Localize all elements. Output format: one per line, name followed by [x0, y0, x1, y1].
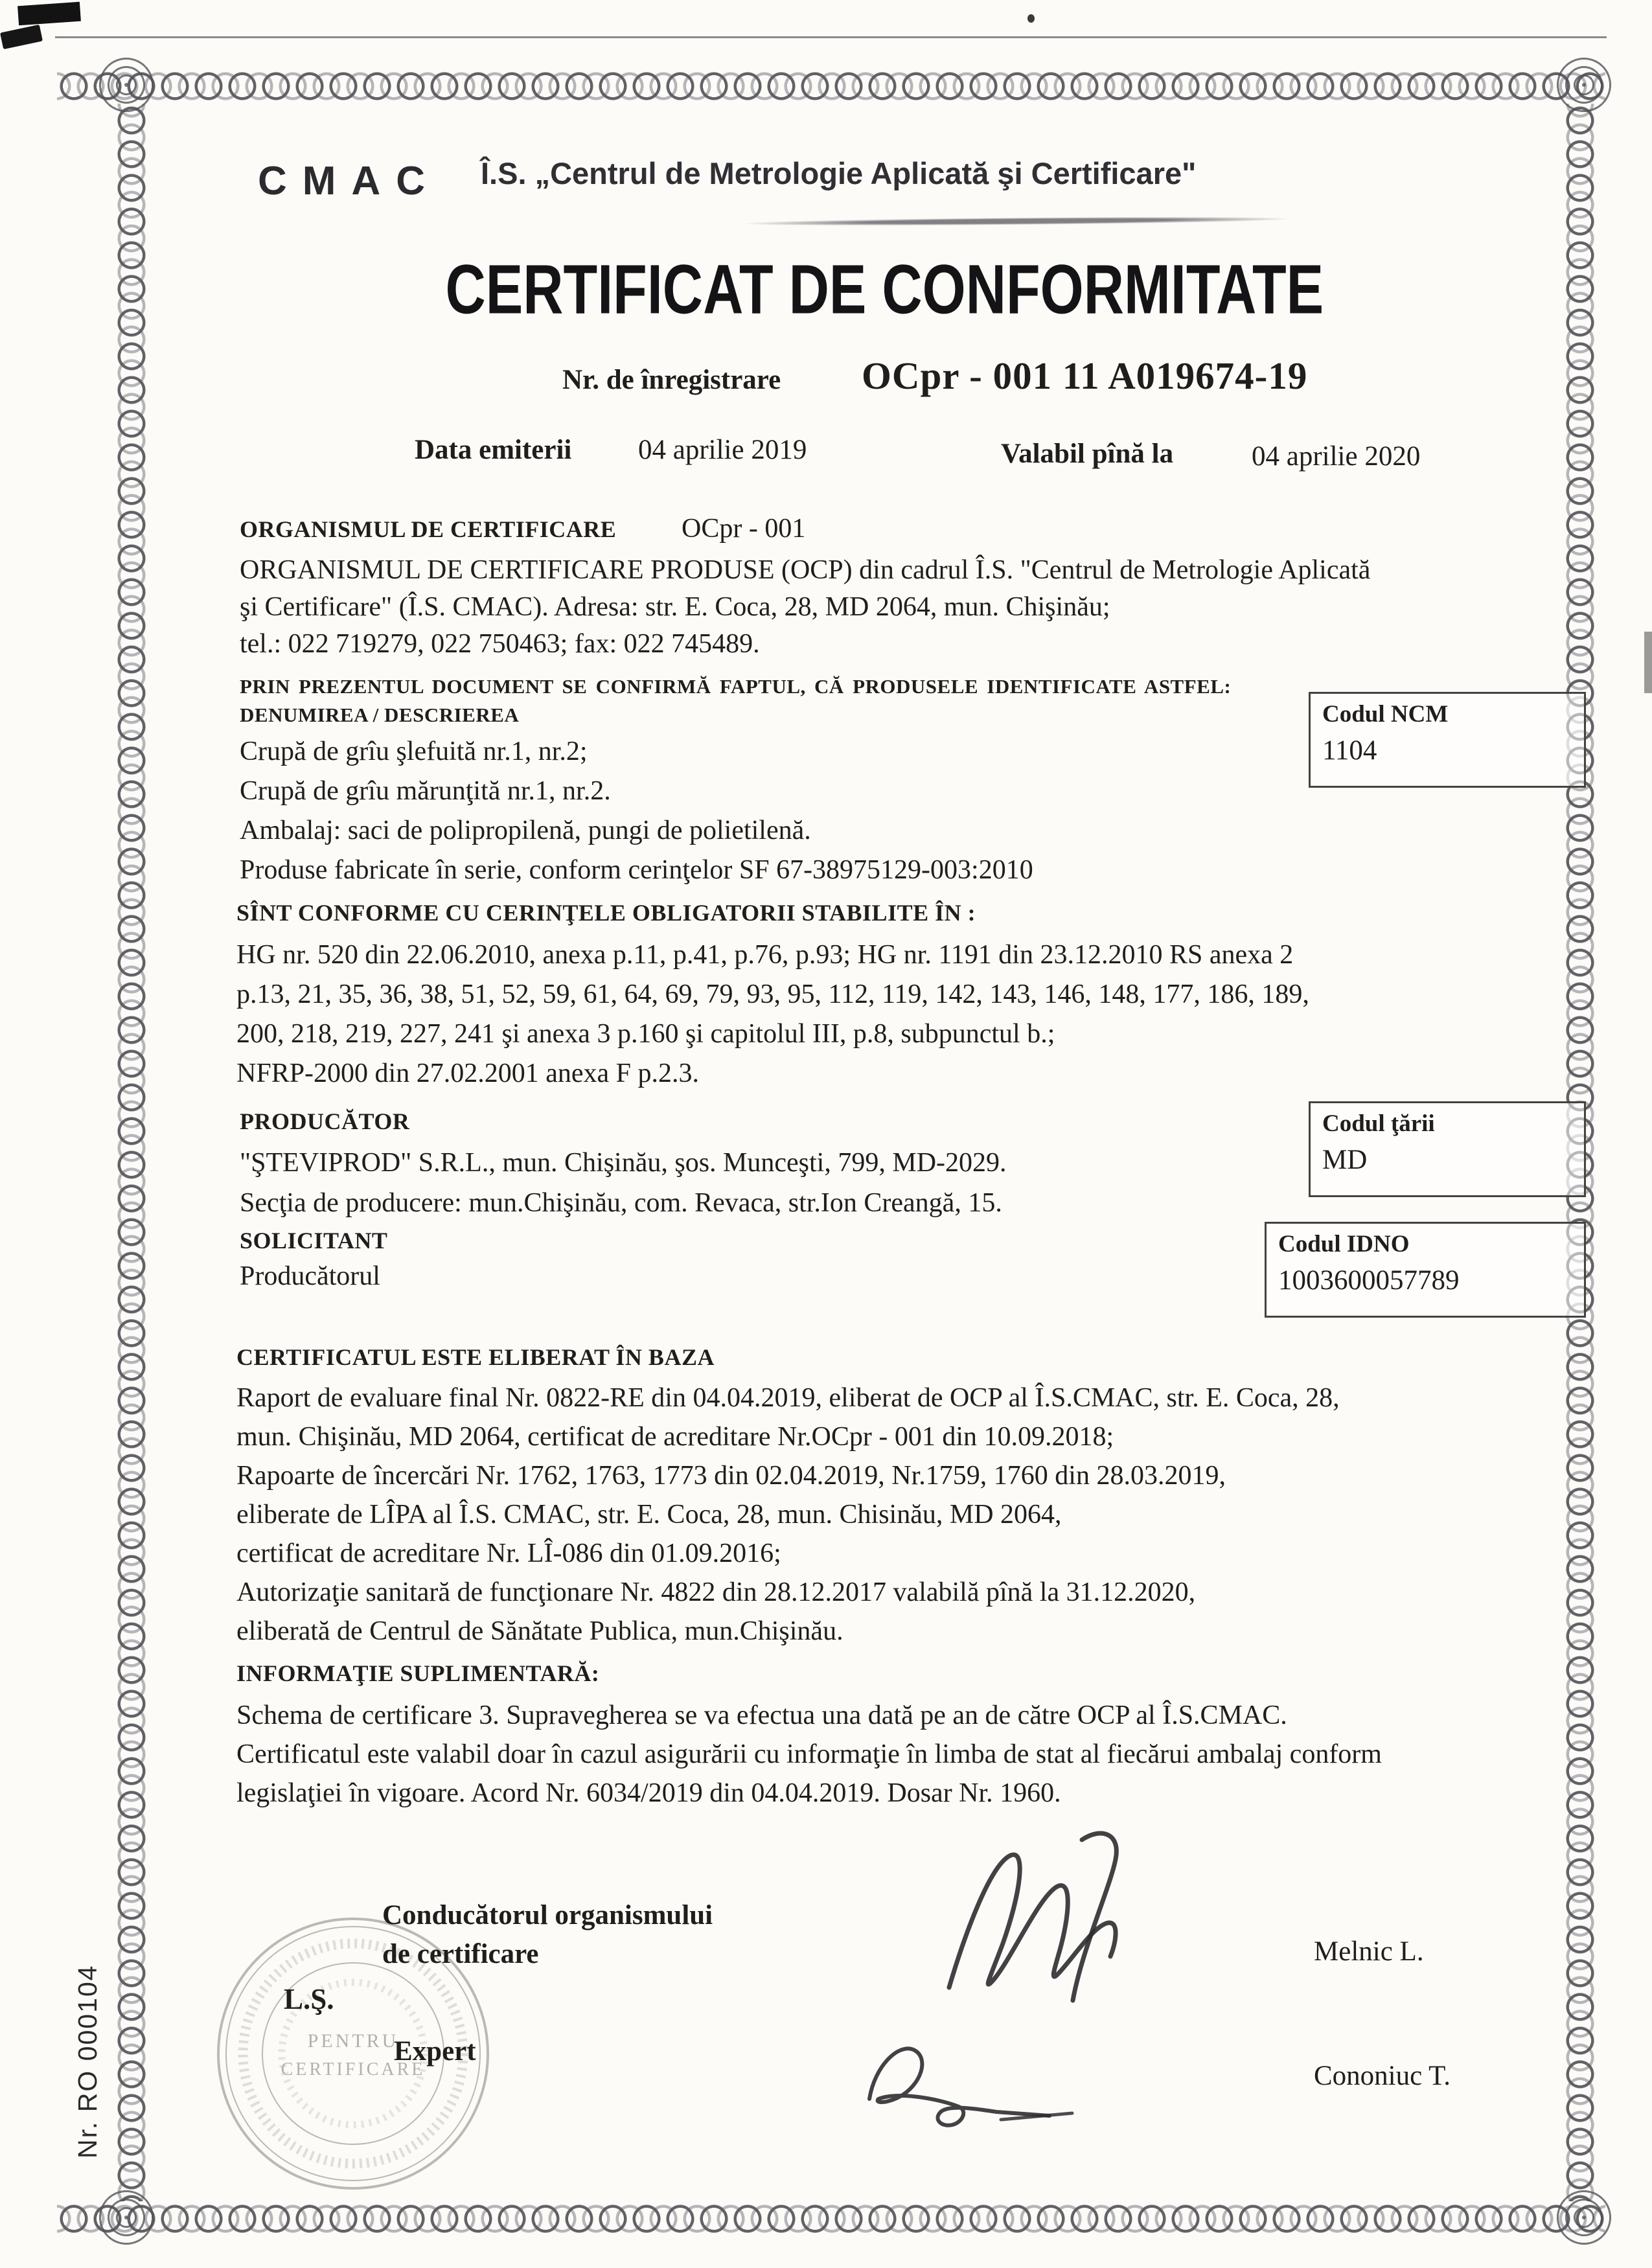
- certification-body-heading: ORGANISMUL DE CERTIFICARE: [240, 516, 617, 542]
- requirements-heading: SÎNT CONFORME CU CERINŢELE OBLIGATORII STABILITE ÎN :: [236, 900, 976, 926]
- signature-head-of-body: [888, 1814, 1186, 2015]
- ncm-code-label: Codul NCM: [1322, 701, 1449, 727]
- text-line: certificat de acreditare Nr. LÎ-086 din 01.09.2016;: [236, 1539, 781, 1568]
- country-code-label: Codul ţării: [1322, 1110, 1435, 1137]
- text-line: eliberate de LÎPA al Î.S. CMAC, str. E. Coca, 28, mun. Chisinău, MD 2064,: [236, 1500, 1062, 1529]
- registration-number-label: Nr. de înregistrare: [562, 365, 781, 395]
- text-line: 200, 218, 219, 227, 241 şi anexa 3 p.160 şi capitolul III, p.8, subpunctul b.;: [236, 1019, 1055, 1049]
- text-line: Produse fabricate în serie, conform cerinţelor SF 67-38975129-003:2010: [240, 855, 1033, 885]
- ls-seal-label: L.Ş.: [284, 1983, 334, 2015]
- applicant-heading: SOLICITANT: [240, 1228, 388, 1254]
- certification-body-code: OCpr - 001: [682, 514, 806, 544]
- signature-expert: [836, 2021, 1108, 2151]
- additional-info-paragraph: [236, 1696, 1382, 1813]
- applicant-value: Producătorul: [240, 1261, 380, 1291]
- form-serial-number: Nr. RO 000104: [73, 1964, 102, 2159]
- text-line: Crupă de grîu mărunţită nr.1, nr.2.: [240, 776, 611, 806]
- issue-date-value: 04 aprilie 2019: [638, 435, 807, 465]
- text-line: NFRP-2000 din 27.02.2001 anexa F p.2.3.: [236, 1059, 699, 1088]
- text-line: şi Certificare" (Î.S. CMAC). Adresa: str. E. Coca, 28, MD 2064, mun. Chişinău;: [240, 592, 1110, 622]
- basis-heading: CERTIFICATUL ESTE ELIBERAT ÎN BAZA: [236, 1344, 715, 1370]
- border-top-line: [55, 36, 1607, 38]
- registration-number-value: OCpr - 001 11 A019674-19: [862, 354, 1308, 397]
- issuer-name: Î.S. „Centrul de Metrologie Aplicată şi Certificare": [481, 156, 1197, 190]
- stamp-center-text: CERTIFICARE: [281, 2059, 426, 2079]
- text-line: Secţia de producere: mun.Chişinău, com. Revaca, str.Ion Creangă, 15.: [240, 1188, 1002, 1218]
- idno-code-label: Codul IDNO: [1278, 1231, 1410, 1257]
- text-line: p.13, 21, 35, 36, 38, 51, 52, 59, 61, 64, 69, 79, 93, 95, 112, 119, 142, 143, 146, 148, 177, 186, 189,: [236, 979, 1309, 1009]
- cmac-logo: CMAC: [258, 159, 441, 203]
- border-corner-rosette: [1556, 57, 1612, 113]
- text-line: Certificatul este valabil doar în cazul asigurării cu informaţie în limba de stat al fiecărui ambalaj conform: [236, 1739, 1382, 1769]
- valid-until-value: 04 aprilie 2020: [1252, 441, 1421, 472]
- valid-until-label: Valabil pînă la: [1001, 439, 1174, 469]
- text-line: ORGANISMUL DE CERTIFICARE PRODUSE (OCP) din cadrul Î.S. "Centrul de Metrologie Aplicată: [240, 555, 1371, 585]
- border-corner-rosette: [98, 2190, 154, 2245]
- additional-info-heading: INFORMAŢIE SUPLIMENTARĂ:: [236, 1660, 600, 1686]
- text-line: Raport de evaluare final Nr. 0822-RE din 04.04.2019, eliberat de OCP al Î.S.CMAC, str. E. Coca, 28,: [236, 1383, 1340, 1413]
- basis-paragraph: [236, 1379, 1340, 1651]
- issue-date-label: Data emiterii: [415, 435, 572, 465]
- product-description: [240, 732, 1033, 890]
- border-corner-rosette: [98, 57, 154, 113]
- text-line: tel.: 022 719279, 022 750463; fax: 022 745489.: [240, 629, 760, 659]
- head-of-body-label-line1: Conducătorul organismului: [382, 1900, 713, 1930]
- scan-artifact: [0, 25, 43, 49]
- border-corner-rosette: [1556, 2190, 1612, 2245]
- country-code-value: MD: [1322, 1145, 1368, 1175]
- header-underline-swoosh: [745, 215, 1289, 227]
- stamp-center-text: PENTRU: [307, 2030, 399, 2052]
- guilloche-border-bottom: [57, 2197, 1605, 2240]
- products-heading-line1: PRIN PREZENTUL DOCUMENT SE CONFIRMĂ FAPTUL, CĂ PRODUSELE IDENTIFICATE ASTFEL:: [240, 675, 1232, 698]
- head-of-body-name: Melnic L.: [1314, 1936, 1424, 1967]
- ncm-code-value: 1104: [1322, 735, 1377, 766]
- certification-body-paragraph: [240, 552, 1370, 663]
- products-heading-line2: DENUMIREA / DESCRIEREA: [240, 704, 520, 726]
- text-line: Crupă de grîu şlefuită nr.1, nr.2;: [240, 737, 588, 766]
- producer-paragraph: [240, 1143, 1007, 1223]
- head-of-body-label-line2: de certificare: [382, 1939, 539, 1969]
- producer-heading: PRODUCĂTOR: [240, 1108, 410, 1134]
- scan-artifact: [17, 2, 81, 26]
- country-code-box: [1309, 1101, 1586, 1197]
- text-line: Autorizaţie sanitară de funcţionare Nr. 4822 din 28.12.2017 valabilă pînă la 31.12.2020,: [236, 1577, 1196, 1607]
- idno-code-box: [1265, 1222, 1586, 1318]
- text-line: Ambalaj: saci de polipropilenă, pungi de polietilenă.: [240, 816, 811, 845]
- idno-code-value: 1003600057789: [1278, 1265, 1460, 1296]
- expert-label: Expert: [394, 2036, 476, 2067]
- scan-artifact: [1027, 14, 1035, 23]
- text-line: Schema de certificare 3. Supravegherea se va efectua una dată pe an de către OCP al Î.S.CMAC.: [236, 1701, 1287, 1730]
- guilloche-border-top: [57, 65, 1605, 108]
- ncm-code-box: [1309, 692, 1586, 788]
- guilloche-border-left: [110, 104, 153, 2201]
- scan-artifact: [1644, 632, 1652, 693]
- text-line: eliberată de Centrul de Sănătate Publica, mun.Chişinău.: [236, 1616, 843, 1646]
- text-line: Rapoarte de încercări Nr. 1762, 1763, 1773 din 02.04.2019, Nr.1759, 1760 din 28.03.2019,: [236, 1461, 1226, 1491]
- page-title: CERTIFICAT DE CONFORMITATE: [445, 249, 1324, 328]
- expert-name: Cononiuc T.: [1314, 2061, 1451, 2091]
- text-line: mun. Chişinău, MD 2064, certificat de acreditare Nr.OCpr - 001 din 10.09.2018;: [236, 1422, 1114, 1452]
- text-line: HG nr. 520 din 22.06.2010, anexa p.11, p.41, p.76, p.93; HG nr. 1191 din 23.12.2010 RS anexa 2: [236, 940, 1294, 970]
- text-line: "ŞTEVIPROD" S.R.L., mun. Chişinău, şos. Munceşti, 799, MD-2029.: [240, 1148, 1007, 1178]
- requirements-paragraph: [236, 935, 1309, 1094]
- text-line: legislaţiei în vigoare. Acord Nr. 6034/2019 din 04.04.2019. Dosar Nr. 1960.: [236, 1778, 1061, 1808]
